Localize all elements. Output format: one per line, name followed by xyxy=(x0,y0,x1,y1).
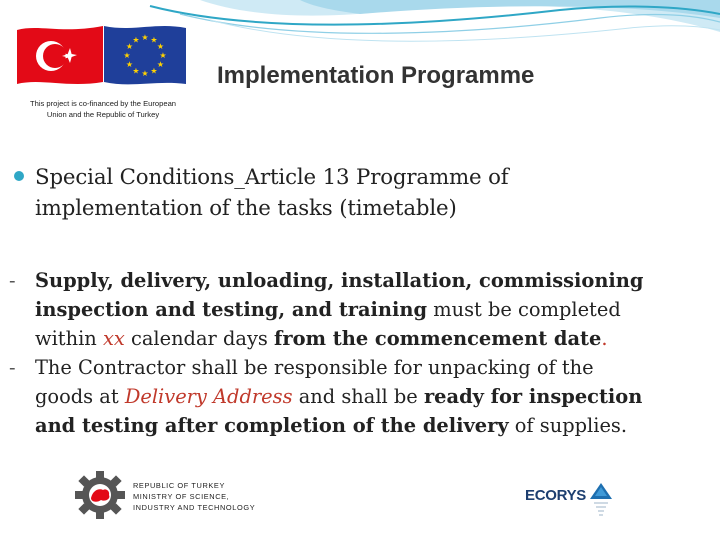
page-title: Implementation Programme xyxy=(217,62,535,89)
svg-text:★: ★ xyxy=(156,60,165,69)
eu-flag-icon xyxy=(104,24,186,86)
ecorys-logo-text: ECORYS xyxy=(525,487,586,504)
svg-text:★: ★ xyxy=(156,42,165,51)
text-run: Supply, delivery, unloading, installation, commissioning xyxy=(35,269,644,292)
svg-text:★: ★ xyxy=(141,69,149,78)
list-item-text xyxy=(35,266,704,353)
text-run: ready for inspection xyxy=(423,385,643,408)
dash-marker: - xyxy=(9,356,16,379)
svg-text:★: ★ xyxy=(141,33,149,42)
ecorys-logo-icon xyxy=(589,482,613,522)
list-item xyxy=(9,353,704,440)
ministry-name xyxy=(133,480,255,513)
text-run: and testing after completion of the delivery xyxy=(35,414,509,437)
dash-marker: - xyxy=(9,269,16,292)
text-run: goods at xyxy=(35,385,125,408)
text-run: from the commencement date xyxy=(274,327,602,350)
ministry-line-2: MINISTRY OF SCIENCE, xyxy=(133,492,230,501)
text-run: of supplies. xyxy=(508,414,628,437)
text-run: Delivery Address xyxy=(124,385,293,408)
text-run: must be completed xyxy=(427,298,621,321)
svg-text:★: ★ xyxy=(132,66,140,76)
text-run: and shall be xyxy=(292,385,424,408)
svg-text:★: ★ xyxy=(125,42,134,51)
bullet-dot-icon xyxy=(14,171,24,181)
cofinance-note xyxy=(8,99,198,120)
bullet-text xyxy=(35,162,694,224)
ministry-line-1: REPUBLIC OF TURKEY xyxy=(133,481,225,490)
list-item-text xyxy=(35,353,704,440)
list-item xyxy=(9,266,704,353)
ministry-gear-logo-icon xyxy=(72,469,128,521)
bullet-line-2: implementation of the tasks (timetable) xyxy=(35,196,457,221)
text-run: inspection and testing, and training xyxy=(35,298,428,321)
text-run: The Contractor shall be responsible for unpacking of the xyxy=(35,356,594,379)
turkey-flag-icon xyxy=(17,24,103,86)
svg-text:★: ★ xyxy=(125,60,134,69)
svg-text:★: ★ xyxy=(132,35,140,45)
text-run: xx xyxy=(102,327,125,350)
ministry-line-3: INDUSTRY AND TECHNOLOGY xyxy=(133,503,256,512)
bullet-line-1: Special Conditions_Article 13 Programme of xyxy=(35,165,509,190)
dash-list xyxy=(9,266,704,440)
text-run: . xyxy=(601,327,608,350)
svg-text:★: ★ xyxy=(159,51,167,60)
cofinance-line-2: Union and the Republic of Turkey xyxy=(46,109,160,119)
text-run: calendar days xyxy=(124,327,275,350)
svg-text:★: ★ xyxy=(150,66,158,76)
svg-text:★: ★ xyxy=(150,35,158,45)
main-bullet xyxy=(14,162,694,224)
text-run: within xyxy=(35,327,103,350)
svg-text:★: ★ xyxy=(123,51,131,60)
cofinance-line-1: This project is co-financed by the European xyxy=(29,99,177,108)
